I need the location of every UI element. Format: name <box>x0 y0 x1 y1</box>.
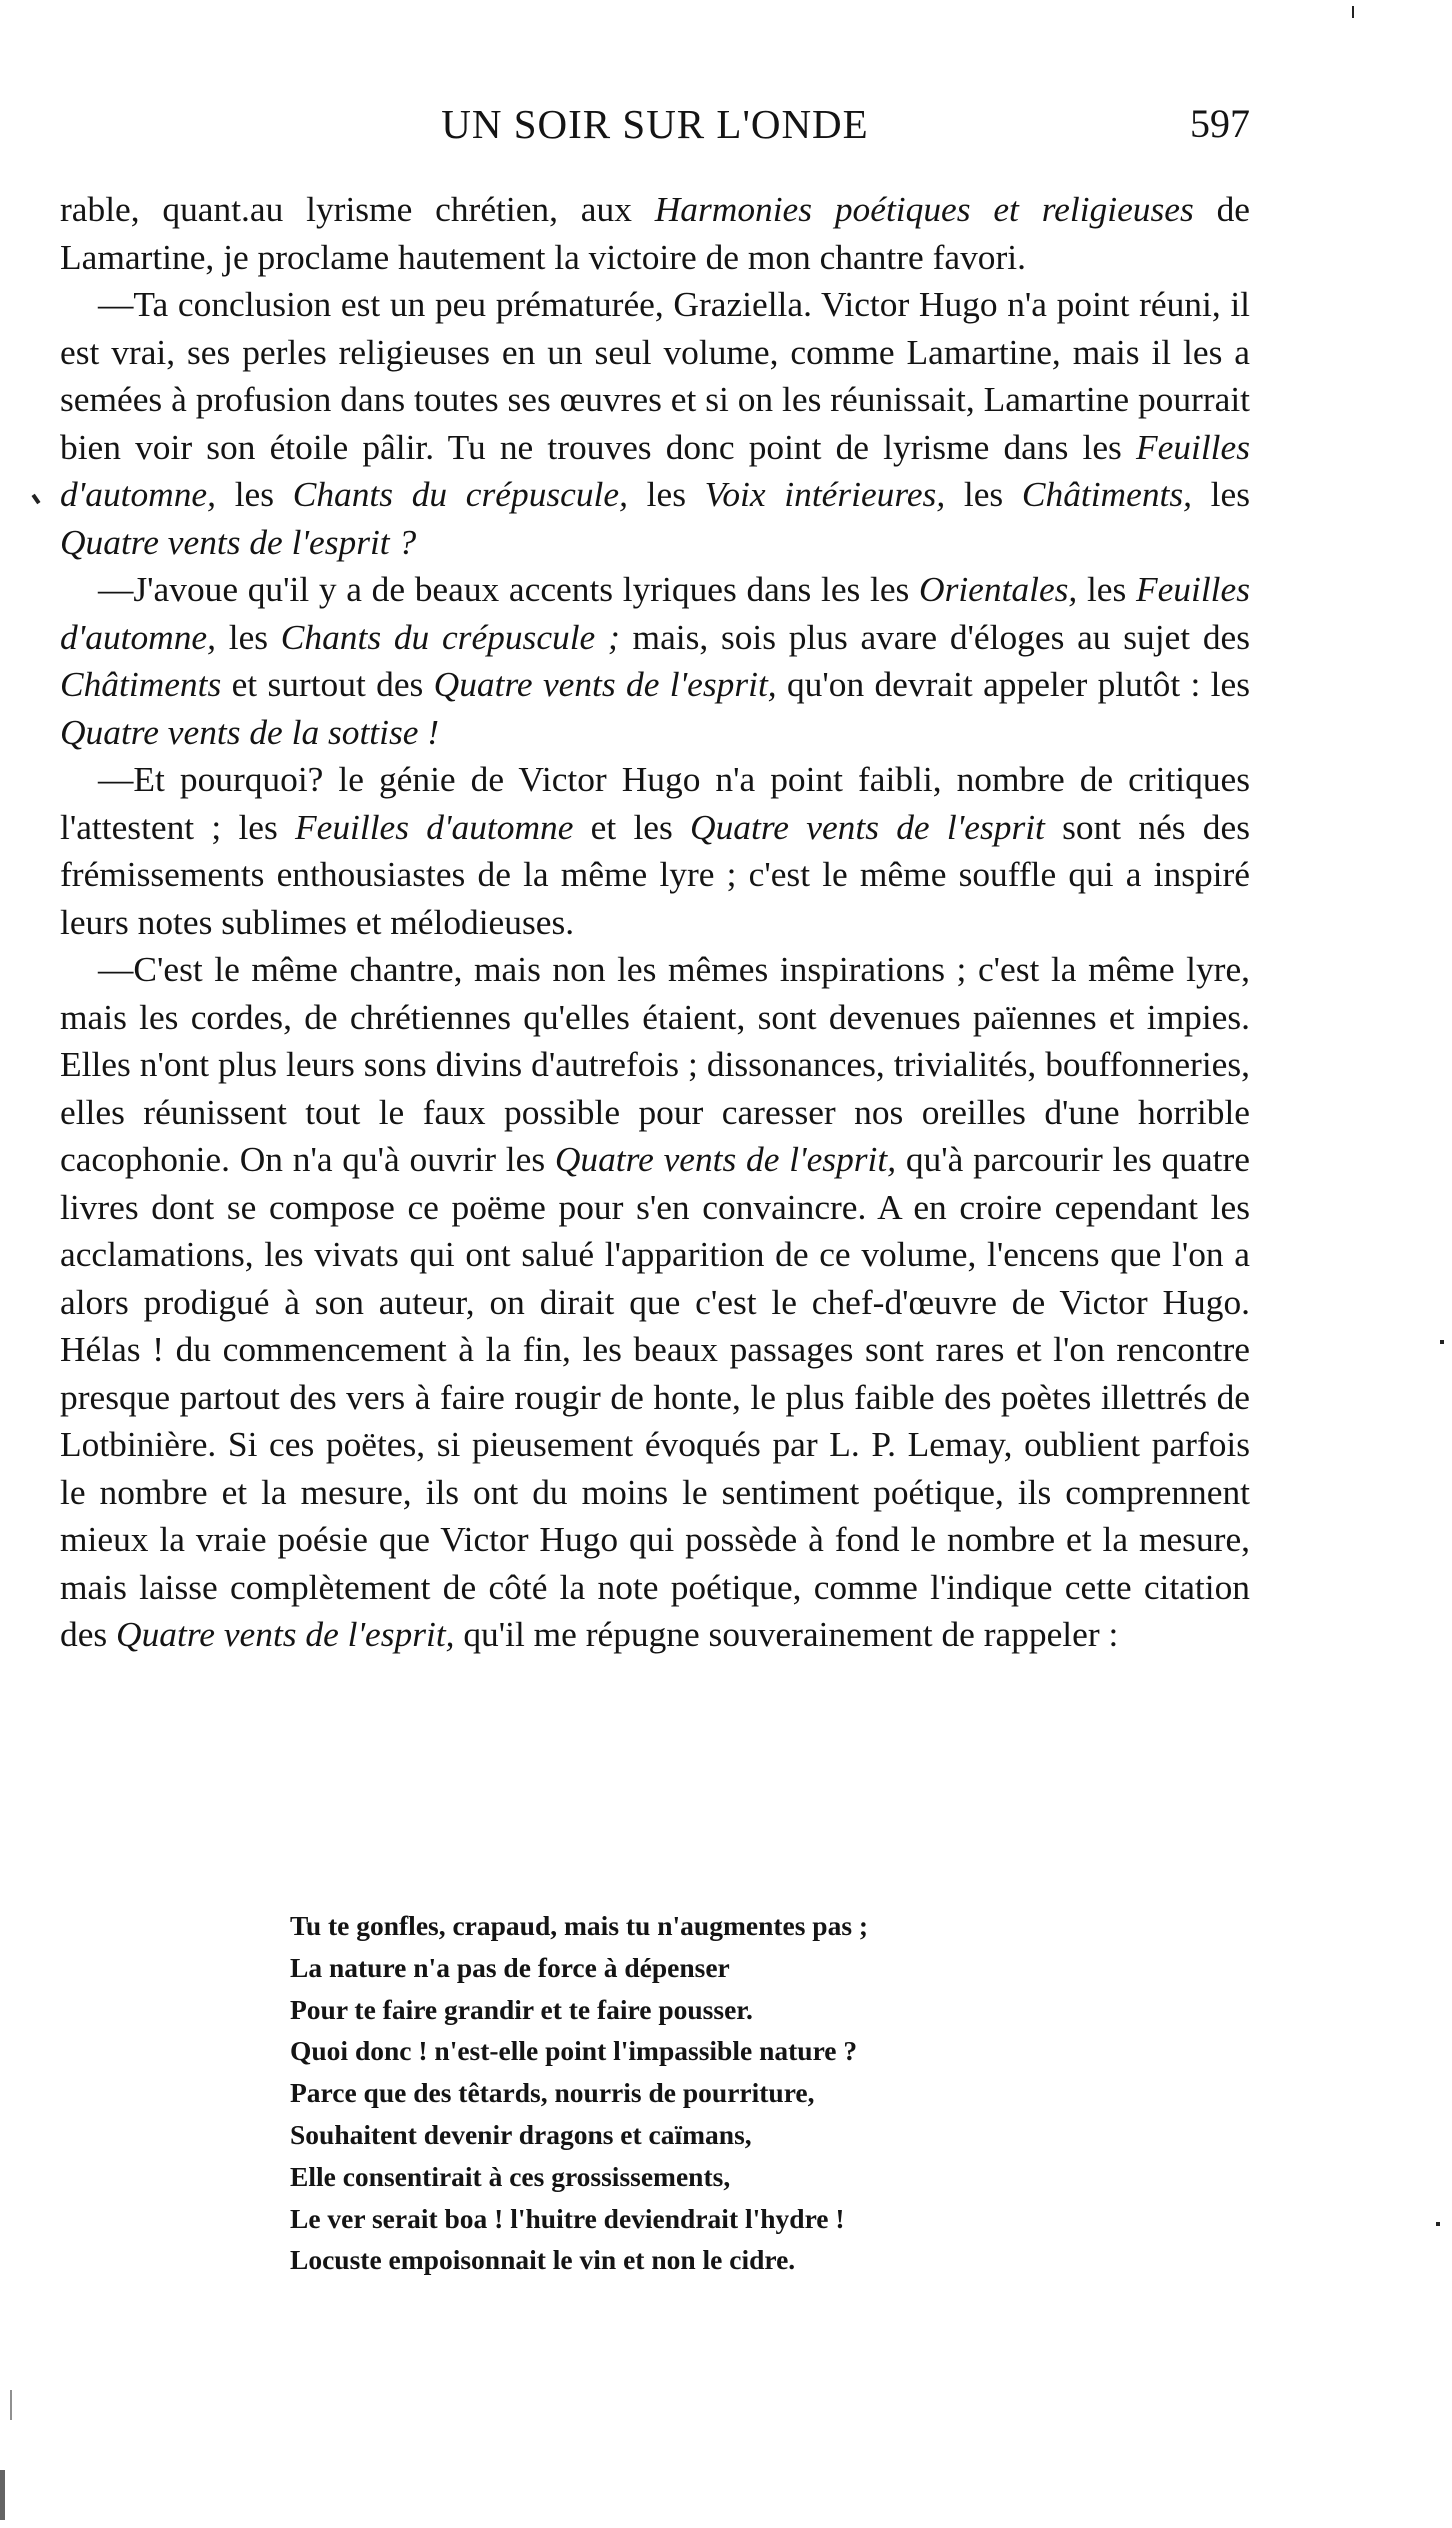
page-number: 597 <box>1190 101 1250 146</box>
text-segment: les <box>627 474 705 514</box>
running-title: UN SOIR SUR L'ONDE <box>441 101 869 147</box>
poem-line: Tu te gonfles, crapaud, mais tu n'augmentes pas ; <box>290 1910 869 1941</box>
text-segment: sont nés des frémissements enthousiastes de la même lyre ; c'est le même souffle qui a inspiré leurs notes sublimes et mélodieuses. <box>60 806 1250 942</box>
book-title: Harmonies poétiques et religieuses <box>654 189 1194 229</box>
paragraph <box>60 756 1250 946</box>
book-title: Quatre vents de l'esprit <box>690 806 1045 847</box>
text-segment: —Et pourquoi? le génie de Victor Hugo n'a point faibli, nombre de critiques l'attestent ; les <box>60 759 1250 847</box>
text-segment: —J'avoue qu'il y a de beaux accents lyriques dans les les <box>98 569 920 609</box>
scan-speck <box>1440 1340 1444 1344</box>
text-segment: rable, quant.au lyrisme chrétien, aux <box>60 189 655 229</box>
text-segment: les <box>216 474 293 514</box>
poem-line: Quoi donc ! n'est-elle point l'impassible nature ? <box>290 2035 858 2067</box>
book-title: Voix intérieures, <box>704 474 946 514</box>
poem-line: Le ver serait boa ! l'huitre deviendrait l'hydre ! <box>290 2202 845 2234</box>
book-title: Quatre vents de l'esprit ? <box>60 521 417 562</box>
text-segment: et les <box>573 806 691 847</box>
poem-line: Pour te faire grandir et te faire pousser. <box>290 1993 753 2025</box>
text-segment: qu'on devrait appeler plutôt : les <box>776 664 1250 704</box>
scan-speck <box>1436 2222 1440 2226</box>
text-segment: qu'à parcourir les quatre livres dont se compose ce poëme pour s'en convaincre. A en croire cependant les acclamations, les vivats qui ont salué l'apparition de ce volume, l'encens que l'on a alors prodigué à son auteur, on dirait que c'est le chef-d'œuvre de Victor Hugo. Hélas ! du commencement à la fin, les beaux passages sont rares et l'on rencontre presque partout des vers à faire rougir de honte, le plus faible des poètes illettrés de Lotbinière. Si ces poëtes, si pieusement évoqués par L. P. Lemay, oublient parfois le nombre et la mesure, ils ont du moins le sentiment poétique, ils comprennent mieux la vraie poésie que Victor Hugo qui possède à fond le nombre et la mesure, mais laisse complètement de côté la note poétique, comme l'indique cette citation des <box>60 1139 1251 1654</box>
book-title: Châtiments, <box>1021 474 1192 514</box>
book-title: Quatre vents de l'esprit, <box>116 1614 455 1654</box>
paragraph <box>60 186 1250 281</box>
poem-line: Elle consentirait à ces grossissements, <box>290 2160 731 2192</box>
text-segment: les <box>1191 474 1250 514</box>
scan-speck <box>31 494 40 504</box>
book-title: Orientales, <box>919 569 1078 609</box>
text-segment: les <box>1077 569 1136 609</box>
page-edge-mark <box>0 2470 5 2520</box>
poem-quotation <box>290 1905 1090 2281</box>
text-segment: —Ta conclusion est un peu prématurée, Graziella. Victor Hugo n'a point réuni, il est vrai, ses perles religieuses en un seul volume, comme Lamartine, mais il les a semées à profusion dans toutes ses œuvres et si on les réunissait, Lamartine pourrait bien voir son étoile pâlir. Tu ne trouves donc point de lyrisme dans les <box>60 284 1250 467</box>
book-title: Châtiments <box>60 664 222 704</box>
poem-line: Locuste empoisonnait le vin et non le cidre. <box>290 2244 796 2276</box>
paragraph <box>60 946 1250 1659</box>
text-segment: qu'il me répugne souverainement de rappeler : <box>454 1614 1119 1654</box>
poem-line: La nature n'a pas de force à dépenser <box>290 1951 730 1983</box>
book-title: Chants du crépuscule, <box>292 474 628 514</box>
book-title: Quatre vents de la sottise ! <box>60 711 440 752</box>
text-segment: les <box>216 616 281 657</box>
book-title: Feuilles d'automne, <box>60 569 1250 657</box>
book-title: Quatre vents de l'esprit, <box>554 1139 897 1179</box>
paragraph <box>60 281 1250 566</box>
text-segment: les <box>945 474 1022 514</box>
book-title: Quatre vents de l'esprit, <box>433 664 777 704</box>
book-title: Chants du crépuscule ; <box>280 616 620 657</box>
poem-line: Parce que des têtards, nourris de pourriture, <box>290 2077 815 2109</box>
paragraph <box>60 566 1250 756</box>
scan-speck <box>1352 6 1354 18</box>
text-segment: de Lamartine, je proclame hautement la victoire de mon chantre favori. <box>60 189 1250 277</box>
book-title: Feuilles d'automne <box>295 806 574 847</box>
text-segment: —C'est le même chantre, mais non les mêmes inspirations ; c'est la même lyre, mais les cordes, de chrétiennes qu'elles étaient, sont devenues païennes et impies. Elles n'ont plus leurs sons divins d'autrefois ; dissonances, trivialités, bouffonneries, elles réunissent tout le faux possible pour caresser nos oreilles d'une horrible cacophonie. On n'a qu'à ouvrir les <box>60 949 1250 1179</box>
text-segment: mais, sois plus avare d'éloges au sujet des <box>619 616 1250 657</box>
body-text <box>60 186 1250 1659</box>
text-segment: et surtout des <box>221 664 434 704</box>
page-header <box>60 100 1250 160</box>
book-title: Feuilles d'automne, <box>60 426 1250 514</box>
scan-speck <box>10 2390 12 2420</box>
poem-line: Souhaitent devenir dragons et caïmans, <box>290 2118 752 2150</box>
